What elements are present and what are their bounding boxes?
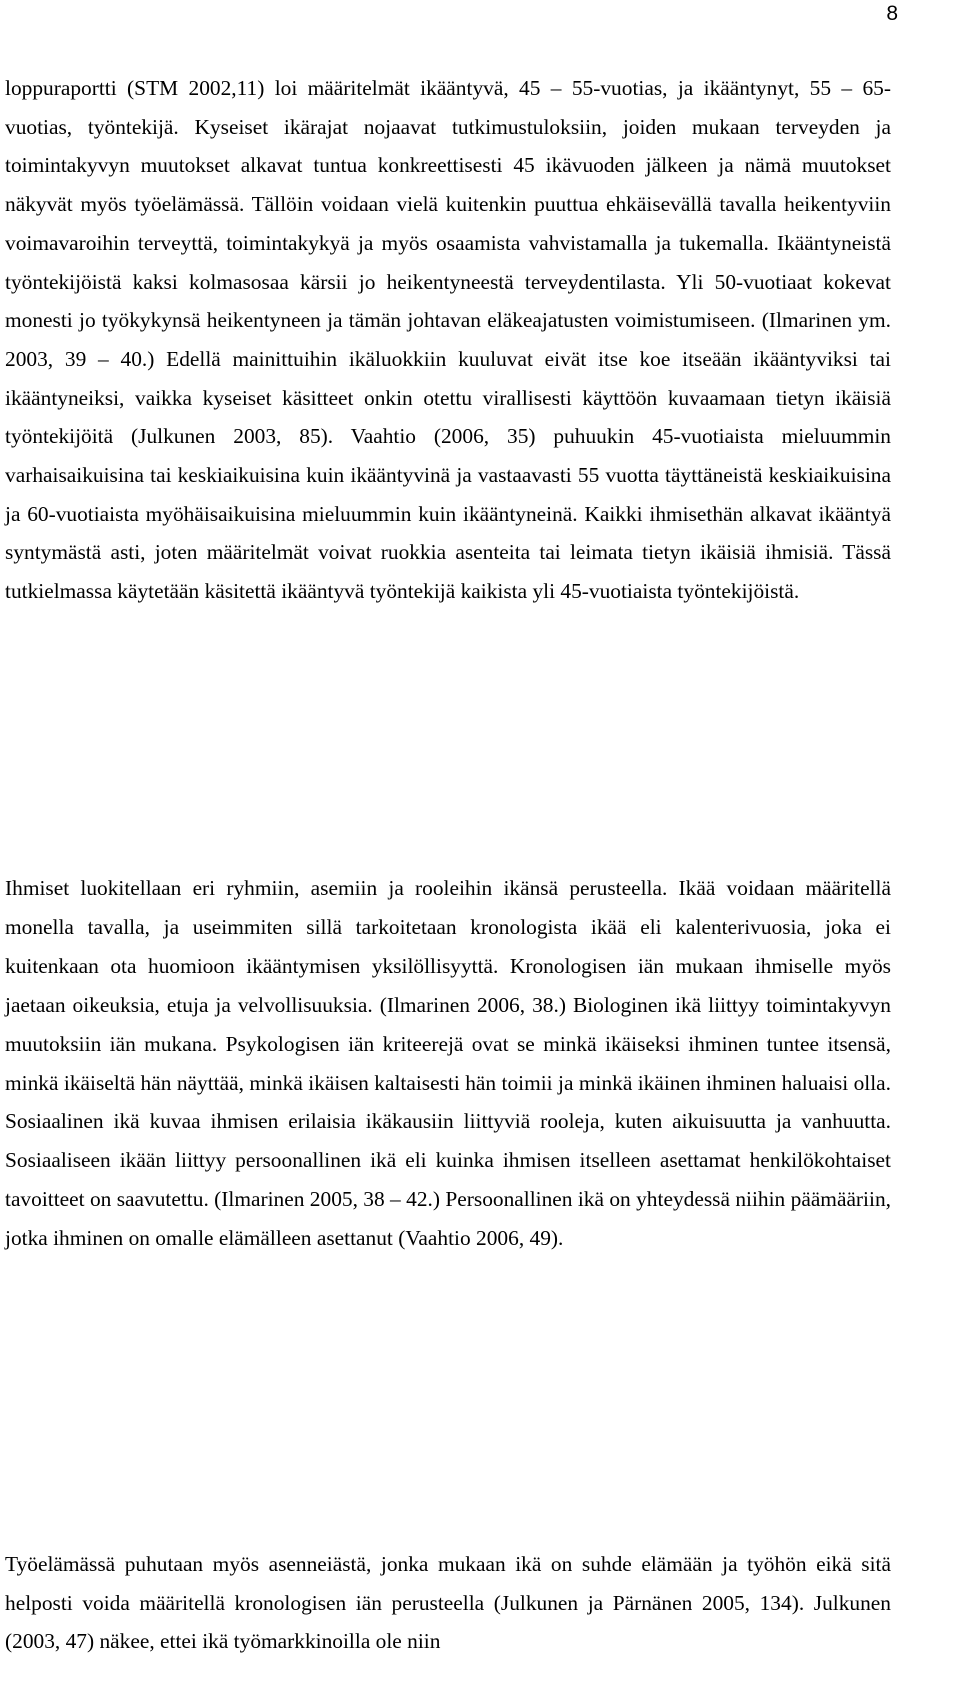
paragraph-age-types: Ihmiset luokitellaan eri ryhmiin, asemiin ja rooleihin ikänsä perusteella. Ikää voidaan määritellä monella tavalla, ja useimmiten sillä tarkoitetaan kronologista ikää eli kalenterivuosia, joka ei kuitenkaan ota huomioon ikääntymisen yksilöllisyyttä. Kronologisen iän mukaan ihmiselle myös jaetaan oikeuksia, etuja ja velvollisuuksia. (Ilmarinen 2006, 38.) Biologinen ikä liittyy toimintakyvyn muutoksiin iän mukana. Psykologisen iän kriteerejä ovat se minkä ikäiseksi ihminen tuntee itsensä, minkä ikäiseltä hän näyttää, minkä ikäisen kaltaisesti hän toimii ja minkä ikäinen ihminen haluaisi olla. Sosiaalinen ikä kuvaa ihmisen erilaisia ikäkausiin liittyviä rooleja, kuten aikuisuutta ja vanhuutta. Sosiaaliseen ikään liittyy persoonallinen ikä eli kuinka ihmisen itselleen asettamat henkilökohtaiset tavoitteet on saavutettu. (Ilmarinen 2005, 38 – 42.) Persoonallinen ikä on yhteydessä niihin päämääriin, jotka ihminen on omalle elämälleen asettanut (Vaahtio 2006, 49). [5,876,891,1251]
page-number: 8 [886,2,898,25]
paragraph-age-definitions: loppuraportti (STM 2002,11) loi määritelmät ikääntyvä, 45 – 55-vuotias, ja ikääntynyt, 55 – 65-vuotias, työntekijä. Kyseiset ikärajat nojaavat tutkimustuloksiin, joiden mukaan terveyden ja toimintakyvyn muutokset alkavat tuntua konkreettisesti 45 ikävuoden jälkeen ja nämä muutokset näkyvät myös työelämässä. Tällöin voidaan vielä kuitenkin puuttua ehkäisevällä tavalla heikentyviin voimavaroihin terveyttä, toimintakykyä ja myös osaamista vahvistamalla ja tukemalla. Ikääntyneistä työntekijöistä kaksi kolmasosaa kärsii jo heikentyneestä terveydentilasta. Yli 50-vuotiaat kokevat monesti jo työkykynsä heikentyneen ja tämän johtavan eläkeajatusten voimistumiseen. (Ilmarinen ym. 2003, 39 – 40.) Edellä mainittuihin ikäluokkiin kuuluvat eivät itse koe itseään ikääntyviksi tai ikääntyneiksi, vaikka kyseiset käsitteet onkin otettu virallisesti käyttöön kuvaamaan tietyn ikäisiä työntekijöitä (Julkunen 2003, 85). Vaahtio (2006, 35) puhuukin 45-vuotiaista mieluummin varhaisaikuisina tai keskiaikuisina kuin ikääntyvinä ja vastaavasti 55 vuotta täyttäneistä keskiaikuisina ja 60-vuotiaista myöhäisaikuisina mieluummin kuin ikääntyneinä. Kaikki ihmisethän alkavat ikääntyä syntymästä asti, joten määritelmät voivat ruokkia asenteita tai leimata tietyn ikäisiä ihmisiä. Tässä tutkielmassa käytetään käsitettä ikääntyvä työntekijä kaikista yli 45-vuotiaista työntekijöistä. [5,76,891,604]
paragraph-attitude-age: Työelämässä puhutaan myös asenneiästä, jonka mukaan ikä on suhde elämään ja työhön eikä sitä helposti voida määritellä kronologisen iän perusteella (Julkunen ja Pärnänen 2005, 134). Julkunen (2003, 47) näkee, ettei ikä työmarkkinoilla ole niin [5,1552,891,1653]
